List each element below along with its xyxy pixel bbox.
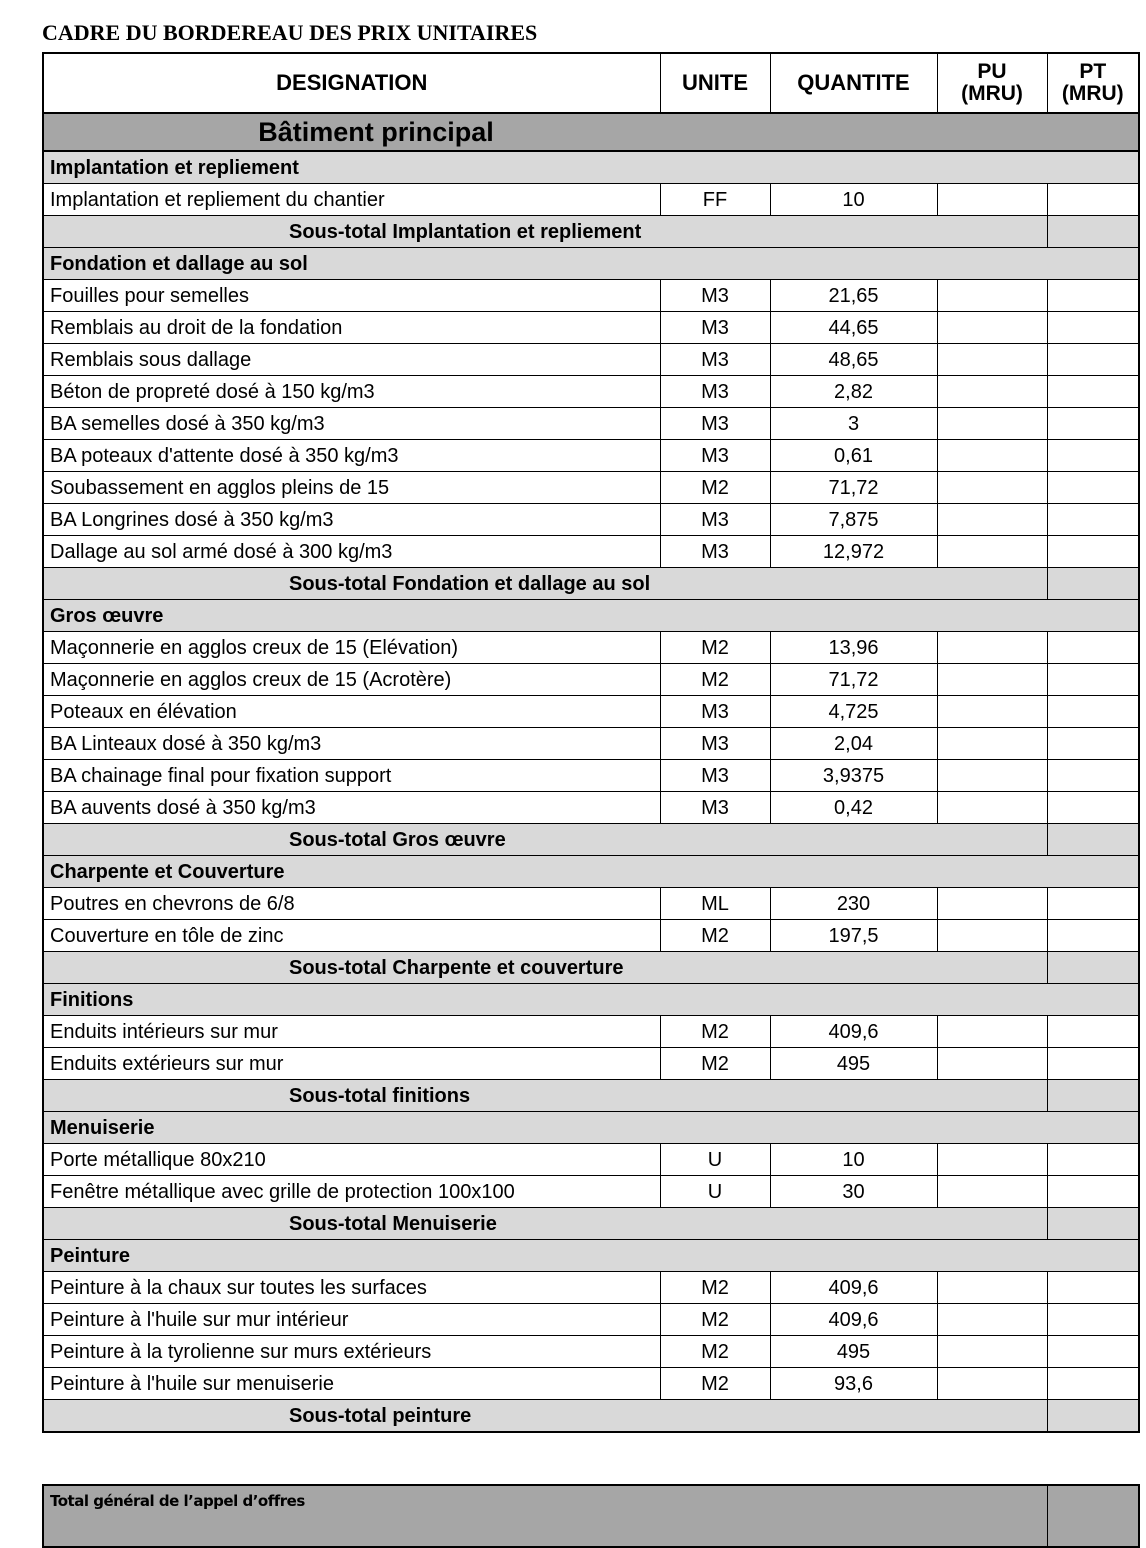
header-quantite: QUANTITE	[770, 53, 937, 113]
item-designation: Couverture en tôle de zinc	[43, 920, 660, 952]
grand-total-table	[42, 1484, 1140, 1548]
item-total-price[interactable]	[1047, 792, 1139, 824]
header-pt	[1047, 53, 1139, 113]
item-unit-price[interactable]	[937, 1144, 1047, 1176]
item-unit: M3	[660, 344, 770, 376]
item-quantity: 10	[770, 184, 937, 216]
item-total-price[interactable]	[1047, 344, 1139, 376]
section-header-row	[43, 984, 1139, 1016]
item-unit-price[interactable]	[937, 1336, 1047, 1368]
item-total-price[interactable]	[1047, 504, 1139, 536]
item-unit-price[interactable]	[937, 1304, 1047, 1336]
item-unit: M3	[660, 536, 770, 568]
item-unit-price[interactable]	[937, 760, 1047, 792]
item-unit-price[interactable]	[937, 408, 1047, 440]
item-unit-price[interactable]	[937, 440, 1047, 472]
section-header-row	[43, 1112, 1139, 1144]
item-total-price[interactable]	[1047, 312, 1139, 344]
item-unit: M3	[660, 792, 770, 824]
item-total-price[interactable]	[1047, 184, 1139, 216]
item-quantity: 2,82	[770, 376, 937, 408]
table-row	[43, 1304, 1139, 1336]
subtotal-row	[43, 216, 1139, 248]
table-row	[43, 504, 1139, 536]
subtotal-label: Sous-total Gros œuvre	[43, 824, 1047, 856]
item-quantity: 44,65	[770, 312, 937, 344]
item-total-price[interactable]	[1047, 536, 1139, 568]
table-row	[43, 1176, 1139, 1208]
item-designation: BA semelles dosé à 350 kg/m3	[43, 408, 660, 440]
item-designation: Béton de propreté dosé à 150 kg/m3	[43, 376, 660, 408]
item-unit: M3	[660, 376, 770, 408]
table-row	[43, 888, 1139, 920]
item-quantity: 495	[770, 1336, 937, 1368]
item-designation: Remblais sous dallage	[43, 344, 660, 376]
section-title: Menuiserie	[43, 1112, 1139, 1144]
item-designation: Peinture à la tyrolienne sur murs extérieurs	[43, 1336, 660, 1368]
table-row	[43, 696, 1139, 728]
item-quantity: 93,6	[770, 1368, 937, 1400]
item-designation: BA poteaux d'attente dosé à 350 kg/m3	[43, 440, 660, 472]
item-unit: M2	[660, 1272, 770, 1304]
item-unit: M2	[660, 1304, 770, 1336]
grand-total-row	[43, 1485, 1139, 1547]
item-unit: M3	[660, 440, 770, 472]
header-pu-line1: PU	[977, 59, 1007, 83]
item-designation: BA Linteaux dosé à 350 kg/m3	[43, 728, 660, 760]
item-designation: Maçonnerie en agglos creux de 15 (Acrotère)	[43, 664, 660, 696]
subtotal-label: Sous-total Menuiserie	[43, 1208, 1047, 1240]
header-pu-line2: (MRU)	[961, 82, 1023, 105]
item-unit: M2	[660, 1016, 770, 1048]
item-unit-price[interactable]	[937, 632, 1047, 664]
item-quantity: 30	[770, 1176, 937, 1208]
table-row	[43, 536, 1139, 568]
section-title: Peinture	[43, 1240, 1139, 1272]
item-quantity: 0,61	[770, 440, 937, 472]
table-row	[43, 664, 1139, 696]
item-designation: Fouilles pour semelles	[43, 280, 660, 312]
item-unit-price[interactable]	[937, 1176, 1047, 1208]
header-pt-line2: (MRU)	[1061, 82, 1124, 105]
subtotal-row	[43, 952, 1139, 984]
item-total-price[interactable]	[1047, 664, 1139, 696]
item-designation: BA chainage final pour fixation support	[43, 760, 660, 792]
item-unit-price[interactable]	[937, 920, 1047, 952]
item-quantity: 7,875	[770, 504, 937, 536]
table-row	[43, 920, 1139, 952]
item-unit-price[interactable]	[937, 1272, 1047, 1304]
item-unit: ML	[660, 888, 770, 920]
item-unit-price[interactable]	[937, 376, 1047, 408]
section-header-row	[43, 1240, 1139, 1272]
item-quantity: 21,65	[770, 280, 937, 312]
subtotal-row	[43, 1080, 1139, 1112]
item-designation: Soubassement en agglos pleins de 15	[43, 472, 660, 504]
item-total-price[interactable]	[1047, 920, 1139, 952]
subtotal-label: Sous-total peinture	[43, 1400, 1047, 1433]
table-row	[43, 472, 1139, 504]
item-total-price[interactable]	[1047, 408, 1139, 440]
item-designation: Poutres en chevrons de 6/8	[43, 888, 660, 920]
table-row	[43, 280, 1139, 312]
subtotal-value[interactable]	[1047, 1080, 1139, 1112]
header-row	[43, 53, 1139, 113]
subtotal-value[interactable]	[1047, 952, 1139, 984]
item-quantity: 12,972	[770, 536, 937, 568]
item-unit: M3	[660, 408, 770, 440]
item-unit-price[interactable]	[937, 1048, 1047, 1080]
item-designation: BA auvents dosé à 350 kg/m3	[43, 792, 660, 824]
subtotal-label: Sous-total Fondation et dallage au sol	[43, 568, 1047, 600]
item-quantity: 3	[770, 408, 937, 440]
item-quantity: 495	[770, 1048, 937, 1080]
item-unit: U	[660, 1144, 770, 1176]
item-quantity: 409,6	[770, 1304, 937, 1336]
table-row	[43, 1016, 1139, 1048]
section-title: Charpente et Couverture	[43, 856, 1139, 888]
section-header-row	[43, 248, 1139, 280]
item-total-price[interactable]	[1047, 696, 1139, 728]
item-unit-price[interactable]	[937, 280, 1047, 312]
item-total-price[interactable]	[1047, 632, 1139, 664]
item-quantity: 3,9375	[770, 760, 937, 792]
item-unit-price[interactable]	[937, 728, 1047, 760]
subtotal-value[interactable]	[1047, 568, 1139, 600]
building-title: Bâtiment principal	[43, 113, 1139, 151]
item-unit: M3	[660, 280, 770, 312]
subtotal-row	[43, 1400, 1139, 1433]
subtotal-value[interactable]	[1047, 824, 1139, 856]
item-unit: M3	[660, 312, 770, 344]
table-row	[43, 728, 1139, 760]
item-designation: Peinture à l'huile sur mur intérieur	[43, 1304, 660, 1336]
subtotal-label: Sous-total finitions	[43, 1080, 1047, 1112]
item-unit-price[interactable]	[937, 184, 1047, 216]
subtotal-row	[43, 568, 1139, 600]
item-designation: Maçonnerie en agglos creux de 15 (Elévation)	[43, 632, 660, 664]
item-unit: M2	[660, 1048, 770, 1080]
table-row	[43, 1336, 1139, 1368]
price-schedule-table	[42, 52, 1140, 1433]
item-designation: Porte métallique 80x210	[43, 1144, 660, 1176]
item-total-price[interactable]	[1047, 1048, 1139, 1080]
item-designation: Fenêtre métallique avec grille de protection 100x100	[43, 1176, 660, 1208]
item-total-price[interactable]	[1047, 1272, 1139, 1304]
header-designation: DESIGNATION	[43, 53, 660, 113]
item-unit: M2	[660, 920, 770, 952]
item-quantity: 48,65	[770, 344, 937, 376]
table-row	[43, 344, 1139, 376]
item-unit: FF	[660, 184, 770, 216]
table-row	[43, 1048, 1139, 1080]
table-row	[43, 760, 1139, 792]
item-unit-price[interactable]	[937, 696, 1047, 728]
item-unit: U	[660, 1176, 770, 1208]
table-row	[43, 1144, 1139, 1176]
item-total-price[interactable]	[1047, 440, 1139, 472]
item-designation: Dallage au sol armé dosé à 300 kg/m3	[43, 536, 660, 568]
item-total-price[interactable]	[1047, 888, 1139, 920]
item-unit: M2	[660, 632, 770, 664]
item-unit-price[interactable]	[937, 664, 1047, 696]
item-unit: M3	[660, 760, 770, 792]
item-quantity: 13,96	[770, 632, 937, 664]
table-row	[43, 440, 1139, 472]
item-quantity: 2,04	[770, 728, 937, 760]
table-row	[43, 408, 1139, 440]
item-unit: M3	[660, 696, 770, 728]
item-designation: BA Longrines dosé à 350 kg/m3	[43, 504, 660, 536]
item-unit: M2	[660, 472, 770, 504]
item-total-price[interactable]	[1047, 760, 1139, 792]
item-total-price[interactable]	[1047, 728, 1139, 760]
item-quantity: 230	[770, 888, 937, 920]
item-total-price[interactable]	[1047, 376, 1139, 408]
item-designation: Enduits extérieurs sur mur	[43, 1048, 660, 1080]
subtotal-label: Sous-total Charpente et couverture	[43, 952, 1047, 984]
item-unit-price[interactable]	[937, 312, 1047, 344]
item-designation: Peinture à la chaux sur toutes les surfaces	[43, 1272, 660, 1304]
item-unit: M2	[660, 664, 770, 696]
table-row	[43, 1368, 1139, 1400]
table-row	[43, 184, 1139, 216]
item-quantity: 71,72	[770, 472, 937, 504]
item-unit-price[interactable]	[937, 792, 1047, 824]
item-total-price[interactable]	[1047, 1304, 1139, 1336]
section-header-row	[43, 856, 1139, 888]
subtotal-value[interactable]	[1047, 216, 1139, 248]
item-total-price[interactable]	[1047, 280, 1139, 312]
subtotal-row	[43, 824, 1139, 856]
item-unit: M3	[660, 504, 770, 536]
subtotal-row	[43, 1208, 1139, 1240]
item-unit-price[interactable]	[937, 888, 1047, 920]
item-unit: M2	[660, 1368, 770, 1400]
item-unit-price[interactable]	[937, 472, 1047, 504]
item-designation: Peinture à l'huile sur menuiserie	[43, 1368, 660, 1400]
document-title: CADRE DU BORDEREAU DES PRIX UNITAIRES	[42, 20, 538, 45]
section-title: Fondation et dallage au sol	[43, 248, 1139, 280]
item-quantity: 4,725	[770, 696, 937, 728]
subtotal-value[interactable]	[1047, 1208, 1139, 1240]
item-unit-price[interactable]	[937, 504, 1047, 536]
item-quantity: 409,6	[770, 1016, 937, 1048]
table-row	[43, 312, 1139, 344]
section-title: Implantation et repliement	[43, 151, 1139, 184]
item-quantity: 71,72	[770, 664, 937, 696]
item-quantity: 10	[770, 1144, 937, 1176]
item-unit-price[interactable]	[937, 1368, 1047, 1400]
item-unit-price[interactable]	[937, 1016, 1047, 1048]
header-pt-line1: PT	[1079, 59, 1107, 83]
section-title: Gros œuvre	[43, 600, 1139, 632]
grand-total-label: Total général de l’appel d’offres	[43, 1485, 1047, 1547]
table-row	[43, 792, 1139, 824]
building-row	[43, 113, 1139, 151]
item-total-price[interactable]	[1047, 1176, 1139, 1208]
item-total-price[interactable]	[1047, 472, 1139, 504]
item-quantity: 197,5	[770, 920, 937, 952]
item-designation: Enduits intérieurs sur mur	[43, 1016, 660, 1048]
item-quantity: 0,42	[770, 792, 937, 824]
item-designation: Remblais au droit de la fondation	[43, 312, 660, 344]
grand-total-value[interactable]	[1047, 1485, 1139, 1547]
section-header-row	[43, 600, 1139, 632]
header-pu	[937, 53, 1047, 113]
subtotal-label: Sous-total Implantation et repliement	[43, 216, 1047, 248]
header-unite: UNITE	[660, 53, 770, 113]
item-designation: Implantation et repliement du chantier	[43, 184, 660, 216]
item-total-price[interactable]	[1047, 1336, 1139, 1368]
table-row	[43, 376, 1139, 408]
section-title: Finitions	[43, 984, 1139, 1016]
item-unit-price[interactable]	[937, 344, 1047, 376]
item-unit: M3	[660, 728, 770, 760]
section-header-row	[43, 151, 1139, 184]
item-total-price[interactable]	[1047, 1368, 1139, 1400]
item-designation: Poteaux en élévation	[43, 696, 660, 728]
item-quantity: 409,6	[770, 1272, 937, 1304]
item-total-price[interactable]	[1047, 1144, 1139, 1176]
item-unit: M2	[660, 1336, 770, 1368]
subtotal-value[interactable]	[1047, 1400, 1139, 1433]
table-row	[43, 632, 1139, 664]
table-row	[43, 1272, 1139, 1304]
item-total-price[interactable]	[1047, 1016, 1139, 1048]
item-unit-price[interactable]	[937, 536, 1047, 568]
